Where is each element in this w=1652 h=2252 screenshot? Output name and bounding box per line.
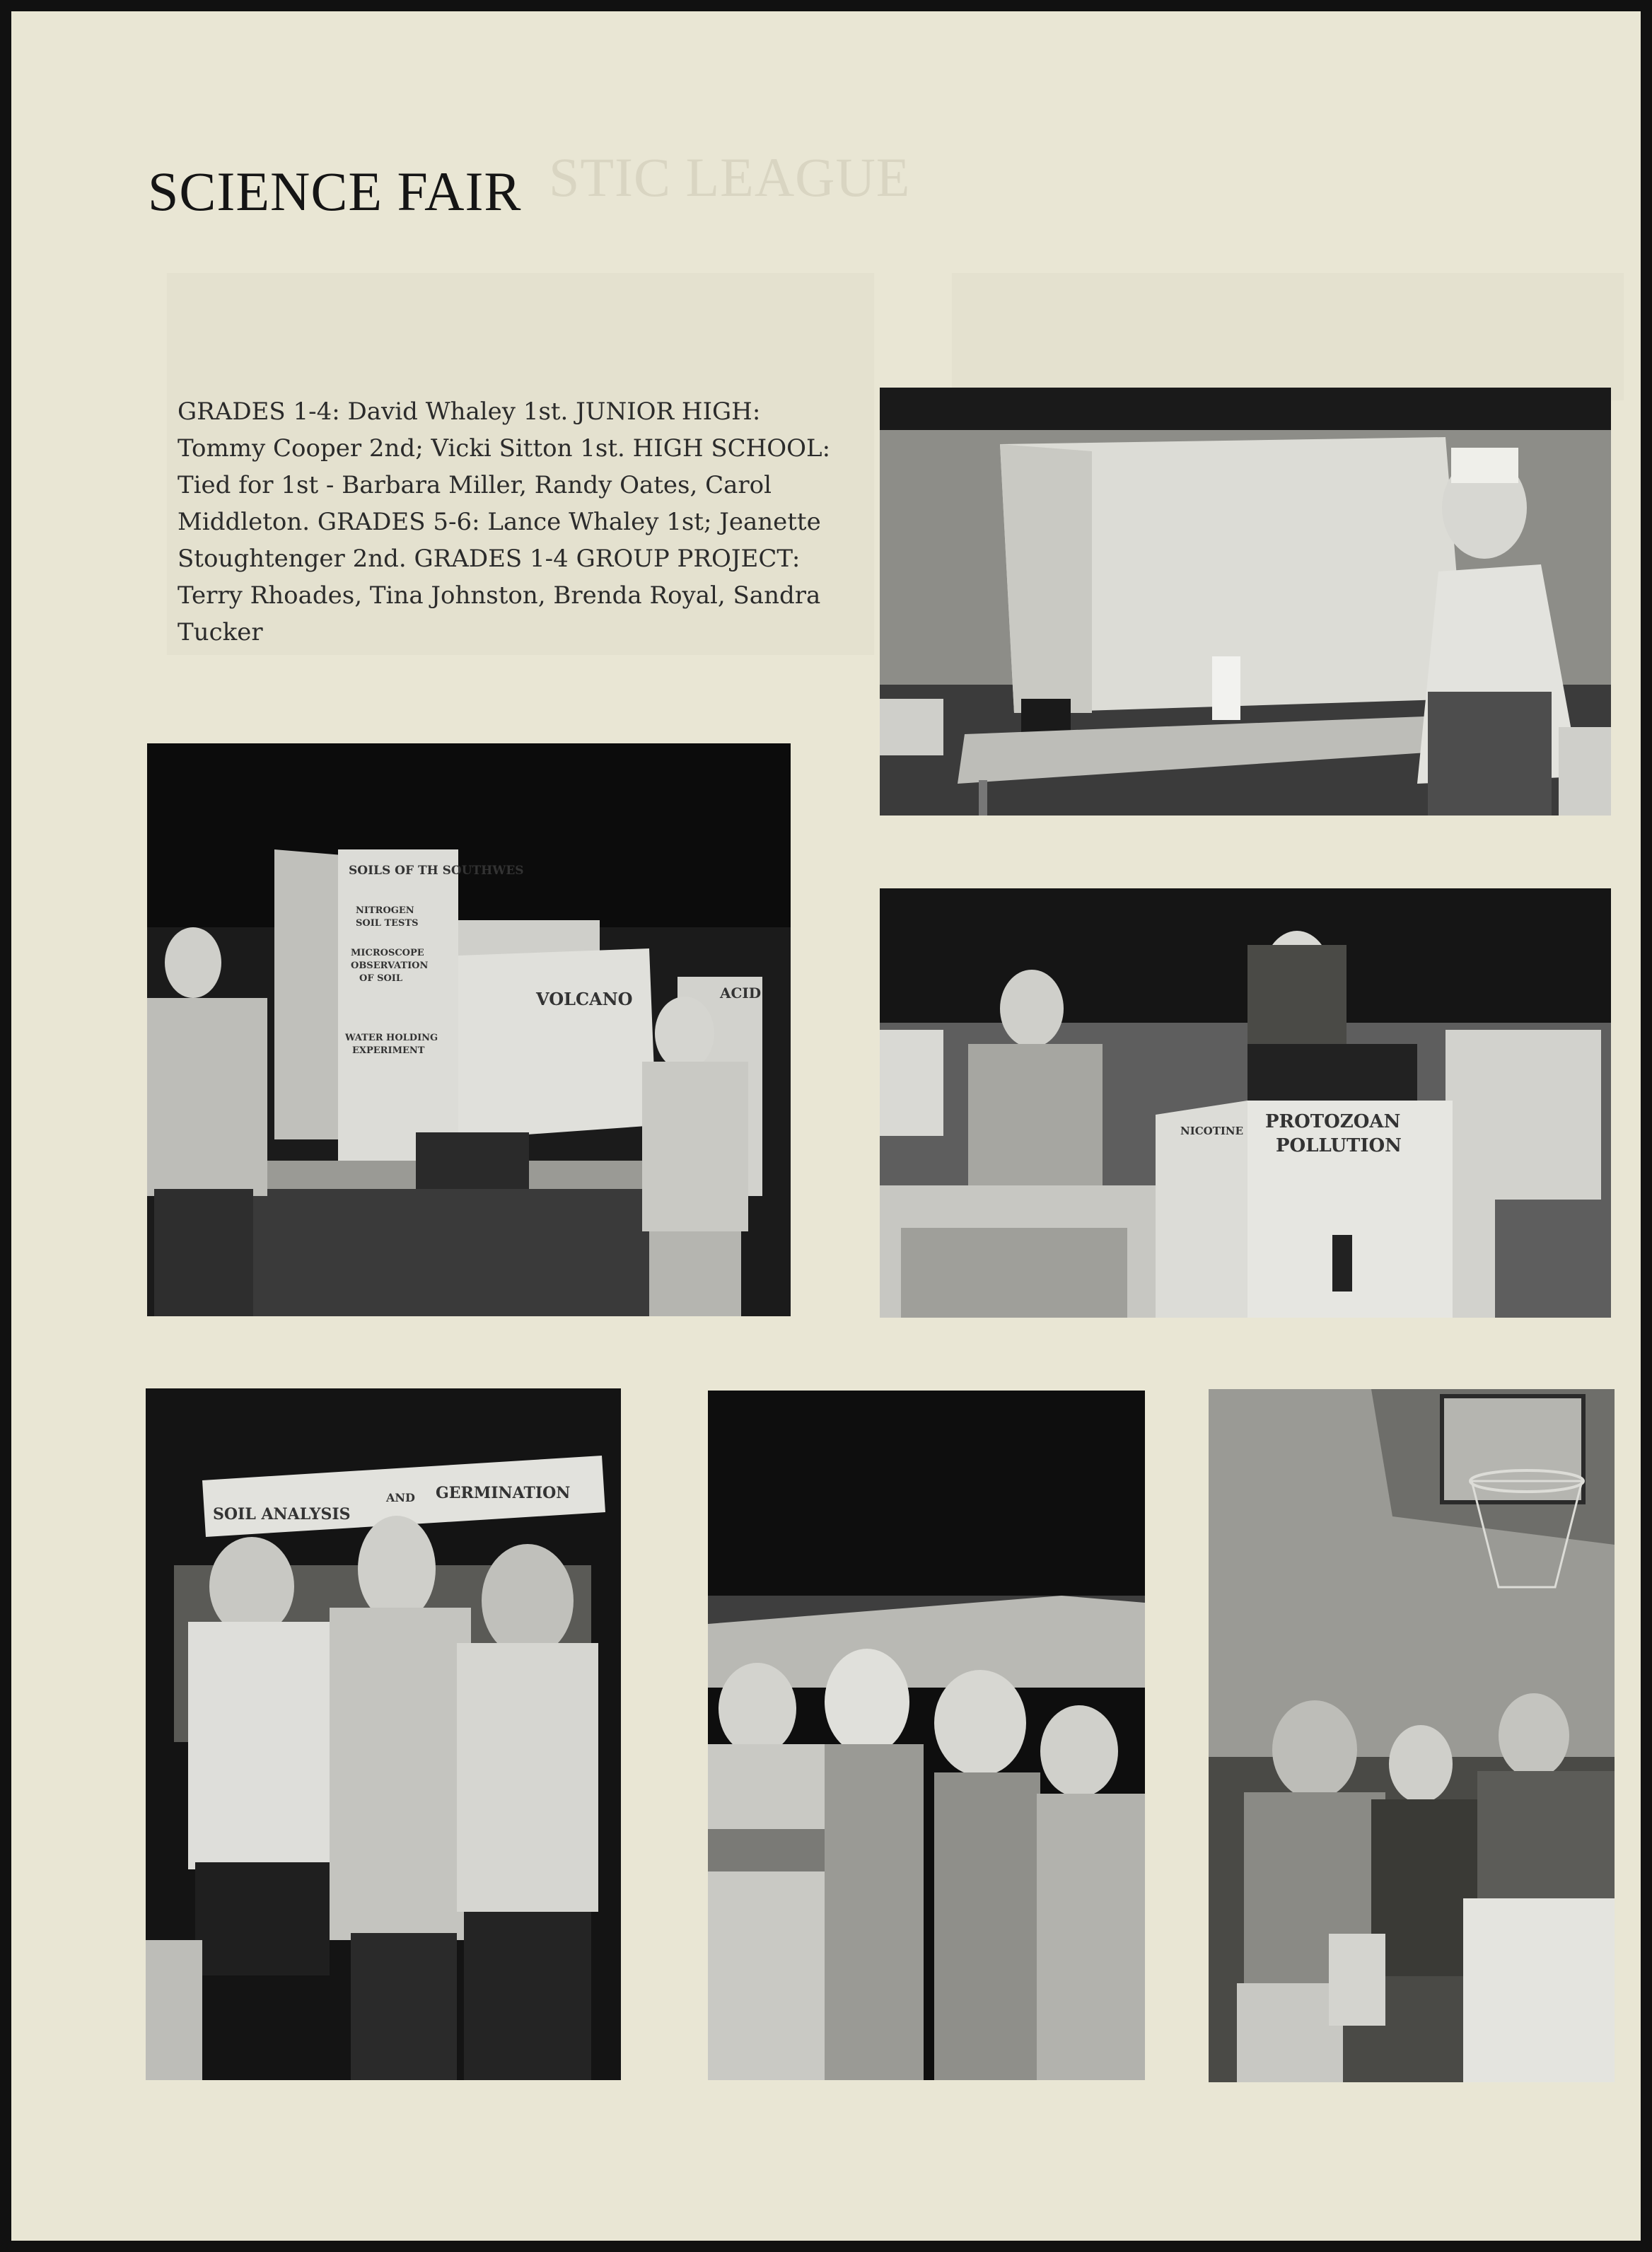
page-title: SCIENCE FAIR: [148, 161, 522, 222]
sign-line2-text: POLLUTION: [1276, 1135, 1402, 1156]
photo-soils-project: [147, 743, 791, 1316]
photo-soil-analysis: [146, 1388, 621, 2080]
photo-background-block: [952, 273, 1624, 400]
board-title-text: SOILS OF TH SOUTHWES: [349, 864, 524, 878]
board-line-text: WATER HOLDING: [345, 1033, 438, 1043]
board-line-text: EXPERIMENT: [352, 1045, 425, 1056]
nicotine-sign-text: NICOTINE: [1180, 1125, 1244, 1137]
caption-text: GRADES 1-4: David Whaley 1st. JUNIOR HIGH: Tommy Cooper 2nd; Vicki Sitton 1st. HIGH SCHOOL: Tied for 1st - Barbara Miller, Randy Oates, Carol Middleton. GRADES 5-6: Lance Whaley 1st; Jeanette Stoughtenger 2nd. GRADES 1-4 GROUP PROJECT: Terry Rhoades, Tina Johnston, Brenda Royal, Sandra Tucker: [178, 397, 831, 646]
bleed-through-text: STIC LEAGUE: [549, 146, 911, 208]
yearbook-page: [11, 11, 1641, 2241]
photo-boy-with-project: [880, 388, 1611, 816]
acid-sign-text: ACID: [720, 985, 762, 1002]
board-line-text: MICROSCOPE: [351, 948, 424, 958]
board-line-text: OBSERVATION: [351, 960, 429, 971]
board-line-text: OF SOIL: [359, 973, 403, 984]
photo-protozoan-project: [880, 888, 1611, 1318]
photo-judges-at-table: [1209, 1389, 1615, 2082]
banner-mid-text: AND: [386, 1491, 415, 1504]
sign-line1-text: PROTOZOAN: [1265, 1111, 1401, 1132]
photo-group-project-children: [708, 1391, 1145, 2080]
board-line-text: SOIL TESTS: [356, 918, 419, 929]
banner-left-text: SOIL ANALYSIS: [213, 1505, 351, 1523]
board-line-text: NITROGEN: [356, 905, 414, 916]
banner-right-text: GERMINATION: [436, 1484, 571, 1502]
volcano-sign-text: VOLCANO: [536, 989, 633, 1009]
